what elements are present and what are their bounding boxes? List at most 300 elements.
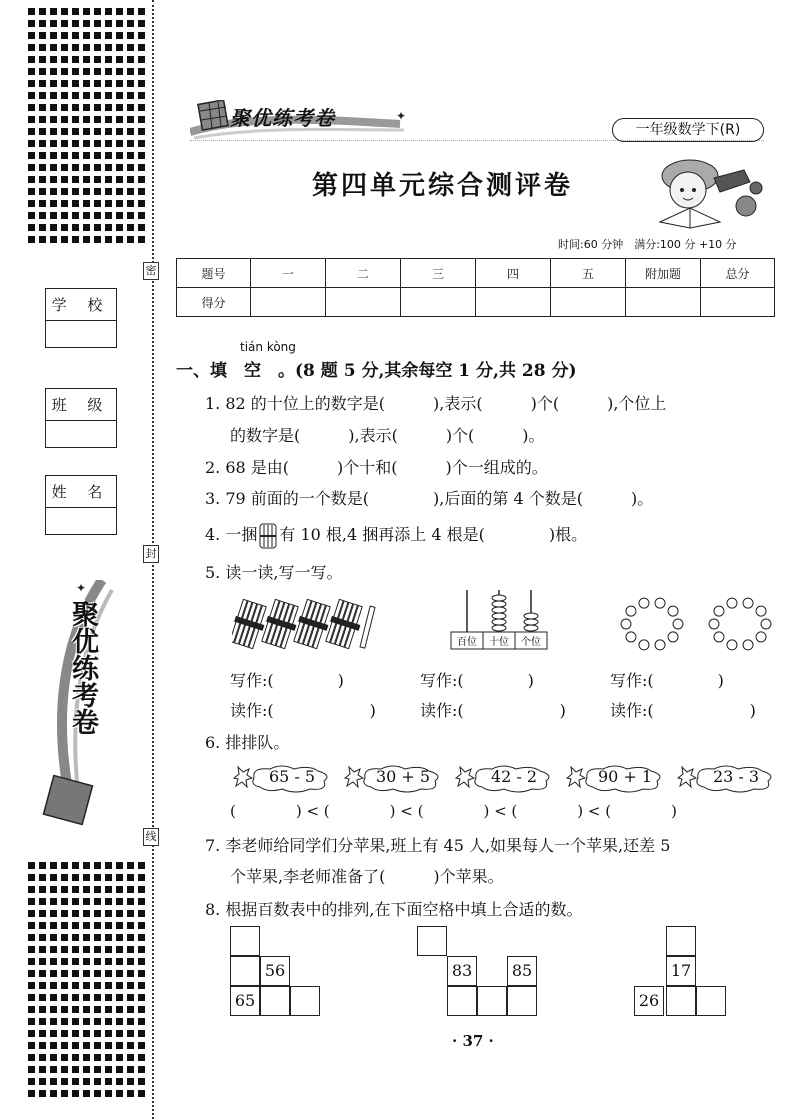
decorative-dot (50, 1066, 57, 1073)
decorative-dot (72, 1078, 79, 1085)
decorative-dot (127, 80, 134, 87)
decorative-dot (72, 874, 79, 881)
stick-bundle (232, 599, 266, 648)
decorative-dot (138, 176, 145, 183)
stick-bundle (294, 599, 330, 648)
grid-cell[interactable] (507, 986, 537, 1016)
grid-cell[interactable] (666, 926, 696, 956)
decorative-dot (83, 32, 90, 39)
decorative-dot (83, 224, 90, 231)
decorative-dot (39, 68, 46, 75)
school-input[interactable] (46, 321, 116, 347)
decorative-dot (138, 1054, 145, 1061)
grid-cell-given: 56 (260, 956, 290, 986)
name-label: 姓 名 (46, 476, 116, 508)
ring-bead (756, 632, 766, 642)
decorative-dot (39, 140, 46, 147)
decorative-dot (138, 140, 145, 147)
read-answer-3[interactable]: 读作:( ) (610, 701, 756, 720)
decorative-dot (61, 898, 68, 905)
decorative-dot (94, 44, 101, 51)
decorative-dot (116, 164, 123, 171)
decorative-dot (72, 934, 79, 941)
decorative-dot (83, 862, 90, 869)
decorative-dot (83, 68, 90, 75)
abacus-bead (524, 619, 538, 625)
decorative-dot (28, 1054, 35, 1061)
decorative-dot (105, 886, 112, 893)
decorative-dot (138, 958, 145, 965)
decorative-dot (83, 970, 90, 977)
decorative-dot (39, 946, 46, 953)
class-label: 班 级 (46, 389, 116, 421)
decorative-dot (28, 32, 35, 39)
decorative-dot (72, 862, 79, 869)
decorative-dot (138, 1066, 145, 1073)
decorative-dot (83, 1018, 90, 1025)
decorative-dot (72, 910, 79, 917)
decorative-dot (28, 1030, 35, 1037)
grid-cell[interactable] (477, 986, 507, 1016)
decorative-dot (116, 8, 123, 15)
score-input-cell[interactable] (701, 288, 775, 317)
decorative-dot (72, 128, 79, 135)
decorative-dot (72, 1030, 79, 1037)
decorative-dot (83, 8, 90, 15)
decorative-dot (83, 1030, 90, 1037)
decorative-dot (61, 1006, 68, 1013)
decorative-dot (138, 164, 145, 171)
decorative-dot (50, 80, 57, 87)
brand-title: 聚优练考卷 (230, 106, 335, 130)
decorative-dot (61, 910, 68, 917)
svg-text:✦: ✦ (76, 581, 87, 595)
decorative-dot (116, 862, 123, 869)
score-header-cell: 一 (251, 259, 326, 288)
decorative-dot (61, 970, 68, 977)
decorative-dot (72, 982, 79, 989)
decorative-dot (72, 994, 79, 1001)
decorative-dot (50, 8, 57, 15)
decorative-dot (39, 224, 46, 231)
decorative-dot (50, 970, 57, 977)
decorative-dot (94, 922, 101, 929)
decorative-dot (94, 1042, 101, 1049)
grid-cell[interactable] (447, 986, 477, 1016)
decorative-dot (50, 982, 57, 989)
decorative-dot (105, 152, 112, 159)
decorative-dot (50, 922, 57, 929)
decorative-dot (94, 982, 101, 989)
decorative-dot (61, 32, 68, 39)
decorative-dot (105, 994, 112, 1001)
decorative-dot (83, 910, 90, 917)
decorative-dot (61, 994, 68, 1001)
decorative-dot (28, 958, 35, 965)
vertical-brand-logo (42, 580, 118, 830)
decorative-dot (116, 1078, 123, 1085)
decorative-dot (39, 188, 46, 195)
decorative-dot (50, 1030, 57, 1037)
bead-rings-illustration (620, 594, 780, 654)
decorative-dot (61, 200, 68, 207)
decorative-dot (116, 212, 123, 219)
decorative-dot (72, 44, 79, 51)
decorative-dot (61, 934, 68, 941)
decorative-dot (28, 874, 35, 881)
svg-text:✦: ✦ (396, 109, 407, 123)
expression-bubble (563, 763, 667, 793)
decorative-dot (83, 80, 90, 87)
name-field[interactable] (45, 475, 117, 535)
score-table-score-row (177, 288, 775, 317)
decorative-dot (83, 1090, 90, 1097)
grid-cell[interactable] (260, 986, 290, 1016)
decorative-dot (127, 212, 134, 219)
decorative-dot (50, 886, 57, 893)
decorative-dot (83, 1006, 90, 1013)
class-field[interactable] (45, 388, 117, 448)
decorative-dot (83, 958, 90, 965)
score-header-cell: 四 (476, 259, 551, 288)
decorative-dot (138, 1018, 145, 1025)
question-7-line2: 个苹果,李老师准备了( )个苹果。 (230, 867, 504, 886)
ring-bead (655, 598, 665, 608)
decorative-dot (138, 1030, 145, 1037)
decorative-dot (94, 140, 101, 147)
ring-bead (626, 632, 636, 642)
grid-cell-given: 17 (666, 956, 696, 986)
decorative-dot (105, 910, 112, 917)
decorative-dot (28, 68, 35, 75)
decorative-dot (39, 1042, 46, 1049)
decorative-dot (72, 80, 79, 87)
decorative-dot (50, 910, 57, 917)
decorative-dot (94, 236, 101, 243)
decorative-dot (138, 152, 145, 159)
decorative-dot (116, 1066, 123, 1073)
question-5: 5. 读一读,写一写。 (205, 563, 343, 582)
abacus-bead (492, 595, 506, 601)
decorative-dot (50, 188, 57, 195)
decorative-dot (39, 164, 46, 171)
score-input-cell[interactable] (476, 288, 551, 317)
decorative-dot (50, 200, 57, 207)
decorative-dot (116, 946, 123, 953)
write-answer-2[interactable]: 写作:( ) (420, 671, 534, 690)
decorative-dot (39, 56, 46, 63)
decorative-dot (61, 1066, 68, 1073)
decorative-dot (94, 1066, 101, 1073)
question-2: 2. 68 是由( )个十和( )个一组成的。 (205, 458, 548, 477)
expression-text: 90 + 1 (597, 767, 653, 786)
decorative-dot (39, 8, 46, 15)
decorative-dot (105, 862, 112, 869)
score-table-header-row (177, 259, 775, 288)
score-input-cell[interactable] (251, 288, 326, 317)
question-1-line1: 1. 82 的十位上的数字是( ),表示( )个( ),个位上 (205, 394, 667, 413)
decorative-dot (28, 224, 35, 231)
ring-bead (639, 598, 649, 608)
decorative-dot (83, 104, 90, 111)
decorative-dot (28, 44, 35, 51)
decorative-dot (28, 56, 35, 63)
decorative-dot (72, 898, 79, 905)
decorative-dot (61, 8, 68, 15)
decorative-dot (94, 20, 101, 27)
decorative-dot (94, 874, 101, 881)
decorative-dot (28, 164, 35, 171)
score-header-cell: 三 (401, 259, 476, 288)
decorative-dot (83, 236, 90, 243)
decorative-dot (72, 32, 79, 39)
decorative-dot (94, 994, 101, 1001)
decorative-dot (72, 1054, 79, 1061)
decorative-dot (28, 176, 35, 183)
decorative-dot (50, 32, 57, 39)
decorative-dot (28, 946, 35, 953)
decorative-dot (39, 1090, 46, 1097)
decorative-dot (138, 862, 145, 869)
decorative-dot (94, 862, 101, 869)
abacus-label-tens: 十位 (489, 637, 509, 648)
decorative-dot (28, 104, 35, 111)
school-label: 学 校 (46, 289, 116, 321)
school-field[interactable] (45, 288, 117, 348)
decorative-dot (116, 1030, 123, 1037)
grade-badge: 一年级数学下(R) (612, 118, 764, 142)
question-4-pre: 4. 一捆 (205, 525, 258, 544)
question-4-post: 有 10 根,4 捆再添上 4 根是( )根。 (279, 525, 588, 544)
read-answer-1[interactable]: 读作:( ) (230, 701, 376, 720)
write-answer-1[interactable]: 写作:( ) (230, 671, 344, 690)
score-header-cell: 总分 (701, 259, 775, 288)
decorative-dot (72, 8, 79, 15)
decorative-dot (116, 188, 123, 195)
grid-cell[interactable] (417, 926, 447, 956)
decorative-dot (61, 1018, 68, 1025)
decorative-dot (28, 862, 35, 869)
decorative-dot (39, 886, 46, 893)
decorative-dot (28, 20, 35, 27)
decorative-dot (83, 56, 90, 63)
abacus-bead (492, 613, 506, 619)
decorative-dot (61, 1090, 68, 1097)
decorative-dot (116, 1018, 123, 1025)
decorative-dot (72, 104, 79, 111)
decorative-dot (94, 128, 101, 135)
decorative-dot (138, 80, 145, 87)
decorative-dot (61, 104, 68, 111)
grid-cell-given: 85 (507, 956, 537, 986)
binding-label-mi: 密 (143, 262, 159, 280)
score-input-cell[interactable] (326, 288, 401, 317)
decorative-dot (127, 874, 134, 881)
decorative-dot (116, 236, 123, 243)
decorative-dot (105, 922, 112, 929)
ring-bead (655, 640, 665, 650)
grid-cell[interactable] (696, 986, 726, 1016)
abacus-bead (524, 613, 538, 619)
decorative-dot (50, 92, 57, 99)
decorative-dot (61, 56, 68, 63)
decorative-dot (105, 1054, 112, 1061)
decorative-dot (83, 200, 90, 207)
question-6: 6. 排排队。 (205, 733, 290, 752)
decorative-dot (127, 140, 134, 147)
ring-bead (714, 606, 724, 616)
decorative-dot (138, 68, 145, 75)
class-input[interactable] (46, 421, 116, 447)
decorative-dot (50, 44, 57, 51)
decorative-dot (72, 922, 79, 929)
decorative-dot (138, 886, 145, 893)
decorative-dot (94, 1078, 101, 1085)
decorative-dot (72, 1090, 79, 1097)
decorative-dot (39, 862, 46, 869)
brand-banner (190, 100, 408, 140)
abacus-bead (492, 619, 506, 625)
decorative-dot (105, 946, 112, 953)
decorative-dot (61, 1054, 68, 1061)
decorative-dot (50, 898, 57, 905)
decorative-dot (116, 44, 123, 51)
score-input-cell[interactable] (551, 288, 626, 317)
decorative-dot (83, 20, 90, 27)
decorative-dot (138, 1078, 145, 1085)
decorative-dot (39, 212, 46, 219)
decorative-dot (83, 164, 90, 171)
decorative-dot (127, 1042, 134, 1049)
decorative-dot (127, 982, 134, 989)
decorative-dot (83, 176, 90, 183)
score-input-cell[interactable] (401, 288, 476, 317)
read-answer-2[interactable]: 读作:( ) (420, 701, 566, 720)
decorative-dot (127, 188, 134, 195)
decorative-dot (127, 1018, 134, 1025)
decorative-dot (61, 982, 68, 989)
decorative-dot (61, 68, 68, 75)
decorative-dot (138, 946, 145, 953)
decorative-dot (116, 104, 123, 111)
decorative-dot (105, 224, 112, 231)
decorative-dot (61, 958, 68, 965)
decorative-dot (105, 1090, 112, 1097)
decorative-dot (61, 212, 68, 219)
decorative-dot (28, 1066, 35, 1073)
decorative-dot (50, 994, 57, 1001)
decorative-dot (94, 92, 101, 99)
decorative-dot (127, 176, 134, 183)
decorative-dot (138, 8, 145, 15)
decorative-dot (105, 32, 112, 39)
question-8: 8. 根据百数表中的排列,在下面空格中填上合适的数。 (205, 900, 583, 919)
decorative-dot (105, 1006, 112, 1013)
decorative-dot (105, 982, 112, 989)
decorative-dot (28, 1090, 35, 1097)
decorative-dot (39, 994, 46, 1001)
decorative-dot (138, 910, 145, 917)
abacus-bead (524, 625, 538, 631)
decorative-dot (28, 1006, 35, 1013)
decorative-dot (28, 1042, 35, 1049)
decorative-dot (39, 1078, 46, 1085)
decorative-dot (138, 970, 145, 977)
decorative-dot (138, 1042, 145, 1049)
decorative-dot (61, 1042, 68, 1049)
decorative-dot (94, 946, 101, 953)
decorative-dot (39, 236, 46, 243)
decorative-dot (105, 20, 112, 27)
decorative-dot (83, 874, 90, 881)
decorative-dot (39, 910, 46, 917)
decorative-dot (83, 946, 90, 953)
decorative-dot (50, 1078, 57, 1085)
decorative-dot (50, 68, 57, 75)
decorative-dot (116, 970, 123, 977)
decorative-dot (28, 140, 35, 147)
abacus-bead (492, 607, 506, 613)
decorative-dot (94, 958, 101, 965)
decorative-dot (39, 982, 46, 989)
decorative-dot (105, 898, 112, 905)
grid-cell[interactable] (290, 986, 320, 1016)
decorative-dot (116, 982, 123, 989)
decorative-dot (105, 80, 112, 87)
order-answer-line[interactable]: ( ) < ( ) < ( ) < ( ) < ( ) (230, 802, 677, 820)
decorative-dot (116, 32, 123, 39)
decorative-dot (138, 200, 145, 207)
decorative-dot (83, 922, 90, 929)
grid-cell[interactable] (230, 956, 260, 986)
decorative-dot (105, 116, 112, 123)
decorative-dot (28, 922, 35, 929)
stick-bundle (326, 599, 362, 648)
decorative-dot (83, 128, 90, 135)
grid-cell[interactable] (666, 986, 696, 1016)
decorative-dot (105, 1066, 112, 1073)
hundred-chart-grid-1 (230, 926, 325, 1021)
decorative-dot (127, 1006, 134, 1013)
decorative-dot (28, 152, 35, 159)
decorative-dot (39, 1066, 46, 1073)
decorative-dot (116, 128, 123, 135)
decorative-dot (138, 994, 145, 1001)
decorative-dot (127, 970, 134, 977)
write-answer-3[interactable]: 写作:( ) (610, 671, 724, 690)
decorative-dot (127, 1078, 134, 1085)
decorative-dot (138, 44, 145, 51)
score-row-label: 得分 (177, 288, 251, 317)
decorative-dot (28, 128, 35, 135)
grid-cell[interactable] (230, 926, 260, 956)
score-input-cell[interactable] (626, 288, 701, 317)
decorative-dot (127, 200, 134, 207)
expression-bubble (452, 763, 556, 793)
name-input[interactable] (46, 508, 116, 534)
decorative-dot (127, 32, 134, 39)
page-number: · 37 · (452, 1032, 494, 1050)
decorative-dot (138, 982, 145, 989)
decorative-dot (50, 212, 57, 219)
decorative-dot (94, 80, 101, 87)
decorative-dot (138, 874, 145, 881)
decorative-dot (50, 1006, 57, 1013)
decorative-dot (94, 176, 101, 183)
decorative-dot (105, 1018, 112, 1025)
decorative-dot (28, 188, 35, 195)
stick-bundle-icon (257, 523, 279, 549)
